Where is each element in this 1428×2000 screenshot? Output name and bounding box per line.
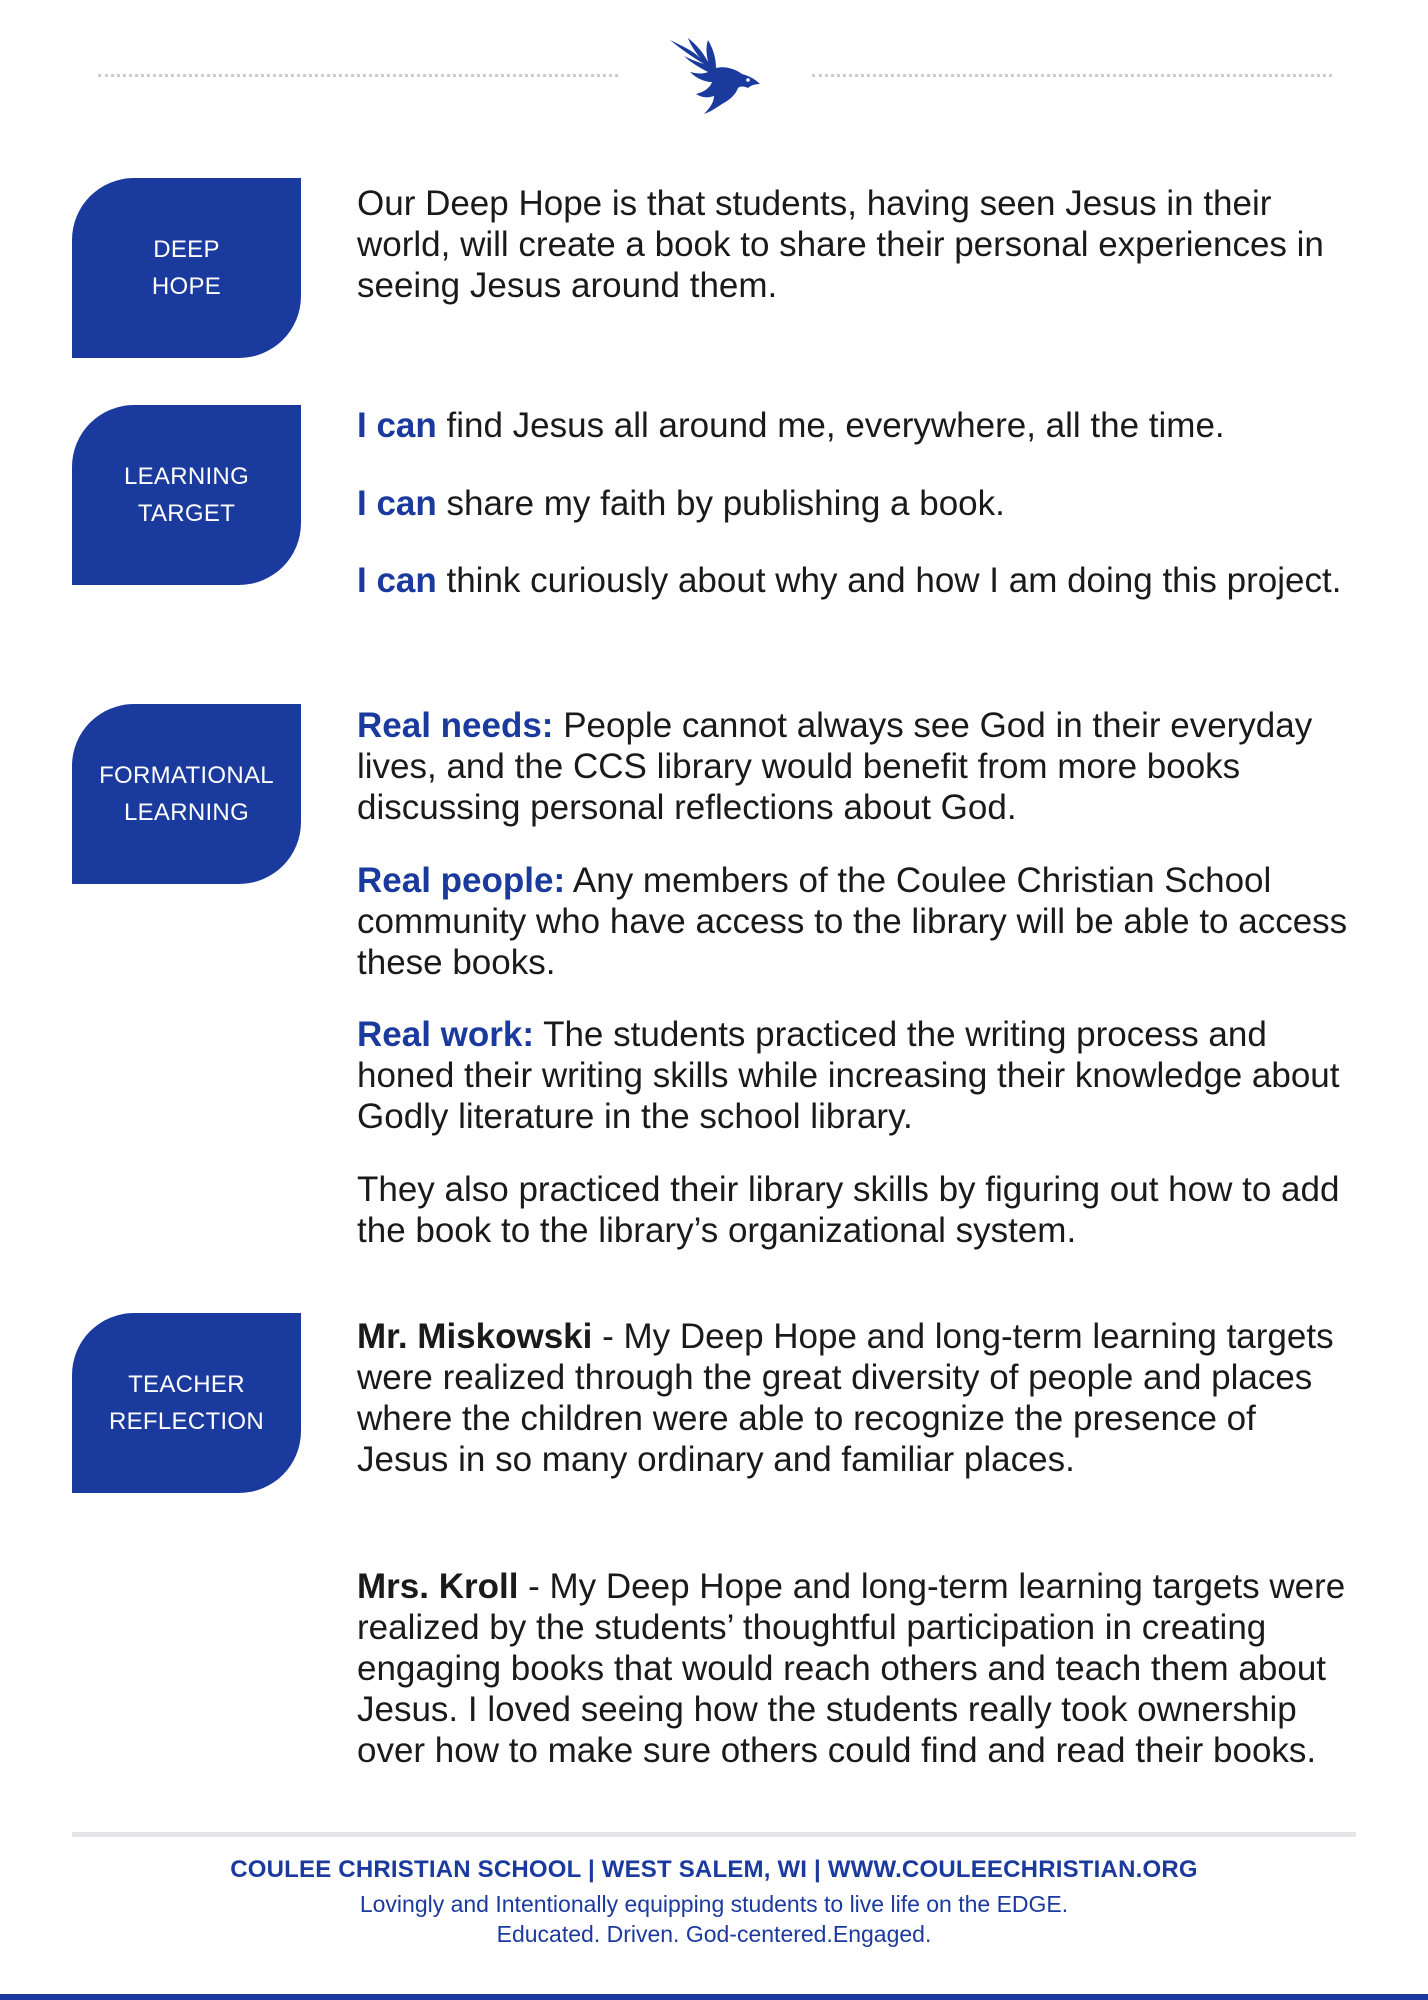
label-teacher-reflection-text: TEACHER REFLECTION: [108, 1371, 264, 1435]
footer-divider: [72, 1832, 1356, 1837]
label-formational-learning: [72, 704, 301, 884]
label-learning-target: [72, 405, 301, 585]
teacher-name: Mr. Miskowski: [357, 1317, 593, 1356]
i-can-lead: I can: [357, 484, 437, 523]
eagle-icon: [664, 36, 764, 116]
footer-tagline: Lovingly and Intentionally equipping students to live life on the EDGE.: [359, 1891, 1069, 1917]
learning-target-text: share my faith by publishing a book.: [436, 484, 1005, 523]
real-people-lead: Real people:: [357, 861, 566, 900]
library-skills-paragraph: They also practiced their library skills by figuring out how to add the book to the library’s organizational system.: [357, 1170, 1340, 1250]
learning-target-text: think curiously about why and how I am doing this project.: [436, 561, 1342, 600]
teacher-reflection-text: - My Deep Hope and long-term learning targets were realized by the students’ thoughtful participation in creating engaging books that would reach others and teach them about Jesus. I loved seeing how the students really took ownership over how to make sure others could find and read their books.: [357, 1567, 1346, 1770]
header-divider-right: [812, 74, 1332, 77]
learning-target-item: [357, 483, 1357, 524]
real-work-lead: Real work:: [357, 1015, 534, 1054]
footer-motto: Educated. Driven. God-centered.Engaged.: [496, 1921, 932, 1947]
real-work-paragraph: [357, 1014, 1357, 1137]
real-people-paragraph: [357, 860, 1357, 983]
teacher-reflection-miskowski: [357, 1316, 1357, 1480]
label-deep-hope: [72, 178, 301, 358]
teacher-reflection-kroll: [357, 1566, 1357, 1771]
learning-target-item: [357, 405, 1357, 446]
real-people-text: Any members of the Coulee Christian School community who have access to the library will be able to access these books.: [357, 861, 1348, 982]
learning-target-item: [357, 560, 1357, 601]
bottom-accent-bar: [0, 1994, 1428, 2000]
footer-school-info: COULEE CHRISTIAN SCHOOL | WEST SALEM, WI | WWW.COULEECHRISTIAN.ORG: [230, 1856, 1198, 1883]
deep-hope-text: Our Deep Hope is that students, having seen Jesus in their world, will create a book to share their personal experiences in seeing Jesus around them.: [357, 184, 1324, 305]
label-deep-hope-text: DEEP HOPE: [151, 236, 222, 300]
teacher-reflection-text: - My Deep Hope and long-term learning targets were realized through the great diversity of people and places where the children were able to recognize the presence of Jesus in so many ordinary and familiar places.: [357, 1317, 1334, 1479]
header-divider-left: [98, 74, 618, 77]
label-formational-learning-text: FORMATIONAL LEARNING: [99, 762, 274, 826]
learning-target-text: find Jesus all around me, everywhere, all the time.: [436, 406, 1225, 445]
i-can-lead: I can: [357, 561, 437, 600]
i-can-lead: I can: [357, 406, 437, 445]
real-needs-text: People cannot always see God in their everyday lives, and the CCS library would benefit from more books discussing personal reflections about God.: [357, 706, 1313, 827]
real-needs-paragraph: [357, 705, 1357, 828]
real-needs-lead: Real needs:: [357, 706, 554, 745]
label-learning-target-text: LEARNING TARGET: [123, 463, 250, 527]
label-teacher-reflection: [72, 1313, 301, 1493]
real-work-text: The students practiced the writing process and honed their writing skills while increasing their knowledge about Godly literature in the school library.: [357, 1015, 1340, 1136]
teacher-name: Mrs. Kroll: [357, 1567, 519, 1606]
